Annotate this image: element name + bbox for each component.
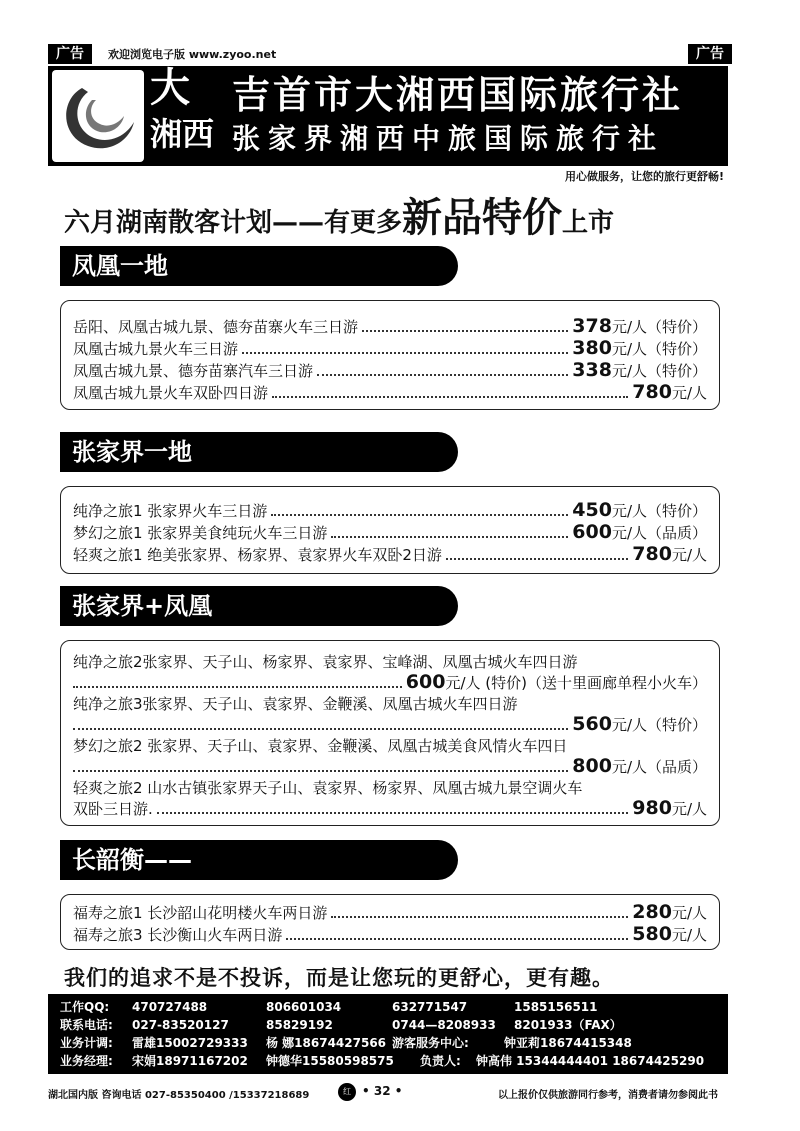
tour-row[interactable] — [73, 671, 707, 693]
section-title-changshaoheng: 长韶衡—— — [60, 840, 458, 880]
brand-big: 大 — [150, 64, 190, 111]
company-name-main: 吉首市大湘西国际旅行社 — [232, 73, 684, 117]
price-unit: 元/人（特价） — [611, 340, 707, 358]
tour-name: 岳阳、凤凰古城九景、德夯苗寨火车三日游 — [73, 318, 359, 336]
tour-row[interactable] — [73, 543, 707, 565]
price-unit: 元/人 — [671, 904, 707, 922]
price-unit: 元/人 (特价)（送十里画廊单程小火车） — [445, 674, 707, 692]
tour-price: 560 — [572, 713, 612, 735]
tour-row[interactable] — [73, 337, 707, 359]
planner-contact[interactable]: 杨 娜18674427566 — [266, 1036, 387, 1050]
tour-name: 轻爽之旅1 绝美张家界、杨家界、袁家界火车双卧2日游 — [73, 546, 442, 564]
qq-number[interactable]: 470727488 — [132, 1000, 208, 1014]
publisher-badge-icon: 红 — [338, 1083, 356, 1101]
brand-small: 湘西 — [150, 115, 215, 153]
tour-price: 600 — [572, 521, 612, 543]
tour-row[interactable] — [73, 923, 707, 945]
tour-row[interactable] — [73, 797, 707, 819]
tour-row[interactable] — [73, 499, 707, 521]
phone-number[interactable]: 85829192 — [266, 1018, 333, 1032]
price-unit: 元/人（特价） — [611, 318, 707, 336]
tour-price: 780 — [632, 543, 672, 565]
tour-row[interactable] — [73, 901, 707, 923]
tour-name: 梦幻之旅1 张家界美食纯玩火车三日游 — [73, 524, 328, 542]
tour-row[interactable] — [73, 521, 707, 543]
section-title-zhangjiajie: 张家界一地 — [60, 432, 458, 472]
tour-price: 600 — [405, 671, 446, 693]
price-unit: 元/人（品质） — [611, 758, 707, 776]
price-unit: 元/人（特价） — [611, 716, 707, 734]
contact-block — [48, 994, 728, 1074]
tour-box-zjj-fenghuang — [60, 640, 720, 826]
tour-row[interactable] — [73, 359, 707, 381]
tour-desc: 梦幻之旅2 张家界、天子山、袁家界、金鞭溪、凤凰古城美食风情火车四日 — [73, 737, 568, 755]
tour-price: 280 — [632, 901, 672, 923]
ad-tag-left: 广告 — [48, 44, 92, 64]
site-url[interactable]: 欢迎浏览电子版 www.zyoo.net — [108, 48, 277, 61]
price-unit: 元/人 — [671, 926, 707, 944]
tour-row[interactable] — [73, 713, 707, 735]
tour-price: 980 — [632, 797, 672, 819]
manager-contact[interactable]: 宋娟18971167202 — [132, 1054, 248, 1068]
head-contact[interactable]: 钟高伟 15344444401 18674425290 — [476, 1054, 705, 1068]
tour-name: 凤凰古城九景火车双卧四日游 — [73, 384, 269, 402]
headline-part-a: 六月湖南散客计划——有更多 — [64, 208, 403, 238]
tour-desc: 纯净之旅3张家界、天子山、袁家界、金鞭溪、凤凰古城火车四日游 — [73, 695, 518, 713]
motto: 我们的追求不是不投诉，而是让您玩的更舒心，更有趣。 — [64, 966, 614, 990]
fax-number[interactable]: 8201933（FAX） — [514, 1018, 622, 1032]
tour-row[interactable] — [73, 315, 707, 337]
planner-contact[interactable]: 雷雄15002729333 — [132, 1036, 248, 1050]
qq-label: 工作QQ: — [60, 1000, 110, 1014]
tour-price: 380 — [572, 337, 612, 359]
head-label: 负责人: — [420, 1054, 461, 1068]
qq-number[interactable]: 806601034 — [266, 1000, 342, 1014]
section-title-zjj-fenghuang: 张家界+凤凰 — [60, 586, 458, 626]
tour-name: 福寿之旅3 长沙衡山火车两日游 — [73, 926, 283, 944]
tour-price: 338 — [572, 359, 612, 381]
price-unit: 元/人（品质） — [611, 524, 707, 542]
swirl-logo-icon — [52, 70, 144, 162]
price-unit: 元/人 — [671, 384, 707, 402]
price-unit: 元/人（特价） — [611, 502, 707, 520]
phone-number[interactable]: 027-83520127 — [132, 1018, 229, 1032]
phone-number[interactable]: 0744—8208933 — [392, 1018, 496, 1032]
tour-name: 纯净之旅1 张家界火车三日游 — [73, 502, 268, 520]
service-label: 游客服务中心: — [392, 1036, 469, 1050]
tour-row[interactable] — [73, 755, 707, 777]
tour-name: 凤凰古城九景、德夯苗寨汽车三日游 — [73, 362, 314, 380]
slogan: 用心做服务，让您的旅行更舒畅! — [564, 170, 724, 183]
tour-desc: 轻爽之旅2 山水古镇张家界天子山、袁家界、杨家界、凤凰古城九景空调火车 — [73, 779, 583, 797]
tour-price: 800 — [572, 755, 612, 777]
tour-box-zhangjiajie — [60, 486, 720, 574]
section-title-fenghuang: 凤凰一地 — [60, 246, 458, 286]
headline — [64, 186, 734, 243]
tour-price: 580 — [632, 923, 672, 945]
footer-left: 湖北国内版 咨询电话 027-85350400 /15337218689 — [48, 1090, 310, 1101]
qq-number[interactable]: 1585156511 — [514, 1000, 598, 1014]
company-name-sub: 张家界湘西中旅国际旅行社 — [232, 122, 665, 155]
tour-box-changshaoheng — [60, 894, 720, 950]
ad-tag-right: 广告 — [688, 44, 732, 64]
company-logo — [52, 70, 144, 162]
tour-price: 378 — [572, 315, 612, 337]
qq-number[interactable]: 632771547 — [392, 1000, 468, 1014]
tour-box-fenghuang — [60, 300, 720, 410]
price-unit: 元/人（特价） — [611, 362, 707, 380]
service-contact[interactable]: 钟亚莉18674415348 — [504, 1036, 632, 1050]
tour-row[interactable] — [73, 381, 707, 403]
tour-price: 450 — [572, 499, 612, 521]
headline-part-c: 上市 — [562, 208, 615, 238]
footer-right: 以上报价仅供旅游同行参考，消费者请勿参阅此书 — [498, 1090, 718, 1101]
manager-contact[interactable]: 钟德华15580598575 — [266, 1054, 394, 1068]
tour-name: 凤凰古城九景火车三日游 — [73, 340, 239, 358]
tel-label: 联系电话: — [60, 1018, 113, 1032]
headline-part-b: 新品特价 — [402, 195, 563, 241]
manager-label: 业务经理: — [60, 1054, 113, 1068]
price-unit: 元/人 — [671, 800, 707, 818]
tour-name: 双卧三日游. — [73, 800, 153, 818]
plan-label: 业务计调: — [60, 1036, 113, 1050]
tour-desc: 纯净之旅2张家界、天子山、杨家界、袁家界、宝峰湖、凤凰古城火车四日游 — [73, 653, 578, 671]
price-unit: 元/人 — [671, 546, 707, 564]
tour-name: 福寿之旅1 长沙韶山花明楼火车两日游 — [73, 904, 328, 922]
tour-price: 780 — [632, 381, 672, 403]
page-number: • 32 • — [362, 1084, 403, 1098]
